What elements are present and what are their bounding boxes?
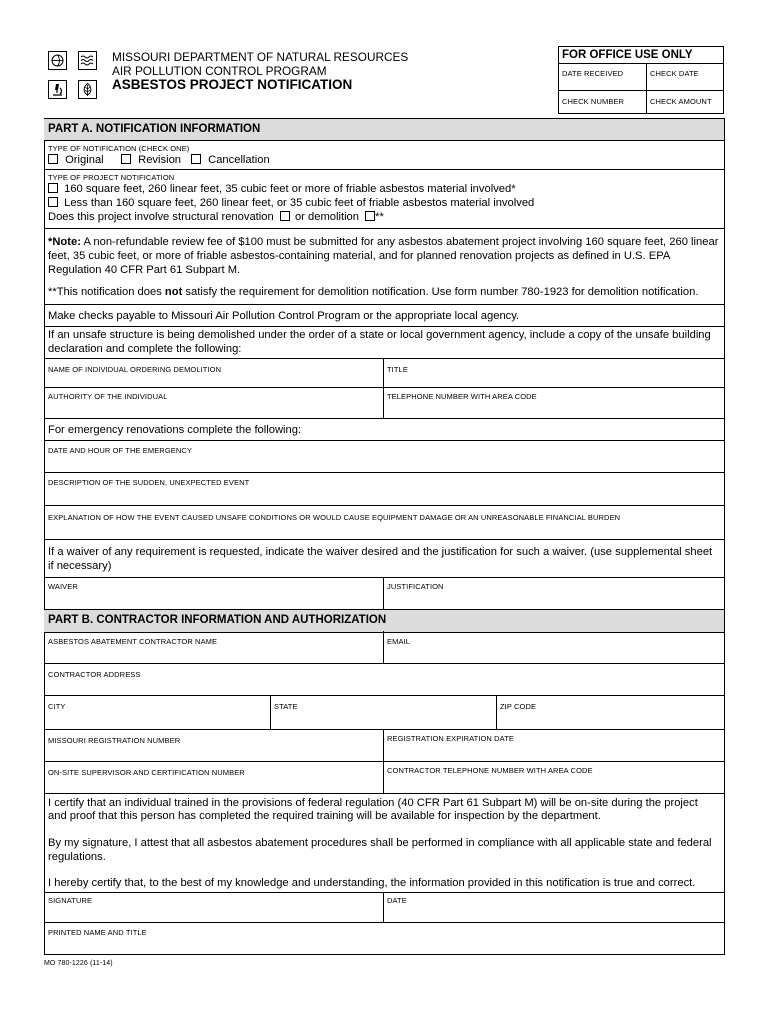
date-hour-emergency-field[interactable]: DATE AND HOUR OF THE EMERGENCY — [48, 446, 192, 455]
structural-question: Does this project involve structural renovation — [48, 211, 274, 223]
demolition-footnote-mark: ** — [375, 211, 384, 223]
small-project-checkbox[interactable] — [48, 197, 58, 207]
cancellation-label: Cancellation — [208, 154, 270, 166]
name-ordering-demolition-field[interactable]: NAME OF INDIVIDUAL ORDERING DEMOLITION — [48, 365, 222, 374]
registration-number-field[interactable]: MISSOURI REGISTRATION NUMBER — [48, 736, 181, 745]
form-number: MO 780-1226 (11-14) — [44, 960, 113, 967]
waiver-field[interactable]: WAIVER — [48, 582, 78, 591]
fee-note: *Note: A non-refundable review fee of $100 must be submitted for any asbestos abatement project involving 160 square feet, 260 linear — [48, 236, 719, 248]
title-field[interactable]: TITLE — [387, 365, 408, 374]
part-a-header: PART A. NOTIFICATION INFORMATION — [44, 118, 724, 141]
water-waves-icon — [78, 51, 97, 70]
zip-code-field[interactable]: ZIP CODE — [500, 702, 537, 711]
renovation-checkbox[interactable] — [280, 211, 290, 221]
contractor-telephone-field[interactable]: CONTRACTOR TELEPHONE NUMBER WITH AREA CODE — [387, 766, 593, 775]
unsafe-structure-intro-line2: declaration and complete the following: — [48, 343, 242, 355]
demolition-checkbox[interactable] — [365, 211, 375, 221]
check-number-field[interactable]: CHECK NUMBER — [562, 97, 625, 106]
email-field[interactable]: EMAIL — [387, 637, 411, 646]
waiver-intro: If a waiver of any requirement is requested, indicate the waiver desired and the justification for such a waiver. (use supplemental sheet — [48, 546, 713, 558]
accuracy-certification: I hereby certify that, to the best of my knowledge and understanding, the information provided in this notification is true and correct. — [48, 877, 696, 889]
signature-field[interactable]: SIGNATURE — [48, 896, 93, 905]
date-received-field[interactable]: DATE RECEIVED — [562, 69, 624, 78]
training-certification-line2: and proof that this person has completed the required training will be available for inspection by the department. — [48, 810, 601, 822]
part-b-header: PART B. CONTRACTOR INFORMATION AND AUTHORIZATION — [44, 609, 724, 633]
telephone-field[interactable]: TELEPHONE NUMBER WITH AREA CODE — [387, 392, 537, 401]
form-title: ASBESTOS PROJECT NOTIFICATION — [112, 77, 353, 92]
event-description-field[interactable]: DESCRIPTION OF THE SUDDEN, UNEXPECTED EVENT — [48, 478, 250, 487]
fee-note-line2: feet, 35 cubic feet, or more of friable asbestos-containing material, and for planned renovation projects as defined in U.S. EPA — [48, 250, 671, 262]
justification-field[interactable]: JUSTIFICATION — [387, 582, 444, 591]
event-explanation-field[interactable]: EXPLANATION OF HOW THE EVENT CAUSED UNSAFE CONDITIONS OR WOULD CAUSE EQUIPMENT DAMAGE OR AN UNREASONABLE FINANCIAL BURDEN — [48, 513, 621, 522]
demolition-question: or demolition — [294, 211, 360, 223]
check-date-field[interactable]: CHECK DATE — [650, 69, 699, 78]
department-name: MISSOURI DEPARTMENT OF NATURAL RESOURCES — [112, 50, 409, 64]
large-project-label: 160 square feet, 260 linear feet, 35 cubic feet or more of friable asbestos material involved* — [64, 183, 516, 195]
original-checkbox[interactable] — [48, 154, 58, 164]
check-amount-field[interactable]: CHECK AMOUNT — [650, 97, 712, 106]
contractor-name-field[interactable]: ASBESTOS ABATEMENT CONTRACTOR NAME — [48, 637, 218, 646]
printed-name-field[interactable]: PRINTED NAME AND TITLE — [48, 928, 147, 937]
unsafe-structure-intro: If an unsafe structure is being demolished under the order of a state or local government agency, include a copy of the unsafe building — [48, 329, 711, 341]
cancellation-checkbox[interactable] — [191, 154, 201, 164]
original-label: Original — [65, 154, 104, 166]
waiver-intro-line2: if necessary) — [48, 560, 112, 572]
supervisor-certification-field[interactable]: ON-SITE SUPERVISOR AND CERTIFICATION NUMBER — [48, 768, 245, 777]
large-project-checkbox[interactable] — [48, 183, 58, 193]
compliance-attestation: By my signature, I attest that all asbestos abatement procedures shall be performed in compliance with all applicable state and federal — [48, 837, 712, 849]
globe-icon — [48, 51, 67, 70]
fee-note-line3: Regulation 40 CFR Part 61 Subpart M. — [48, 264, 241, 276]
contractor-address-field[interactable]: CONTRACTOR ADDRESS — [48, 670, 141, 679]
leaf-icon — [78, 80, 97, 99]
training-certification: I certify that an individual trained in the provisions of federal regulation (40 CFR Part 61 Subpart M) will be on-site during the project — [48, 797, 698, 809]
demolition-note: **This notification does not satisfy the requirement for demolition notification. Use form number 780-1923 for demolition notification. — [48, 286, 699, 298]
type-of-notification-label: TYPE OF NOTIFICATION (CHECK ONE) — [48, 144, 190, 153]
authority-field[interactable]: AUTHORITY OF THE INDIVIDUAL — [48, 392, 168, 401]
date-field[interactable]: DATE — [387, 896, 407, 905]
checks-payable-note: Make checks payable to Missouri Air Pollution Control Program or the appropriate local agency. — [48, 310, 520, 322]
program-name: AIR POLLUTION CONTROL PROGRAM — [112, 64, 327, 78]
office-use-title: FOR OFFICE USE ONLY — [562, 49, 693, 61]
small-project-label: Less than 160 square feet, 260 linear feet, or 35 cubic feet of friable asbestos material involved — [64, 197, 535, 209]
microscope-icon — [48, 80, 67, 99]
city-field[interactable]: CITY — [48, 702, 66, 711]
emergency-intro: For emergency renovations complete the following: — [48, 424, 302, 436]
revision-checkbox[interactable] — [121, 154, 131, 164]
revision-label: Revision — [138, 154, 182, 166]
compliance-attestation-line2: regulations. — [48, 851, 106, 863]
type-of-project-label: TYPE OF PROJECT NOTIFICATION — [48, 173, 175, 182]
state-field[interactable]: STATE — [274, 702, 298, 711]
registration-expiration-field[interactable]: REGISTRATION EXPIRATION DATE — [387, 734, 514, 743]
